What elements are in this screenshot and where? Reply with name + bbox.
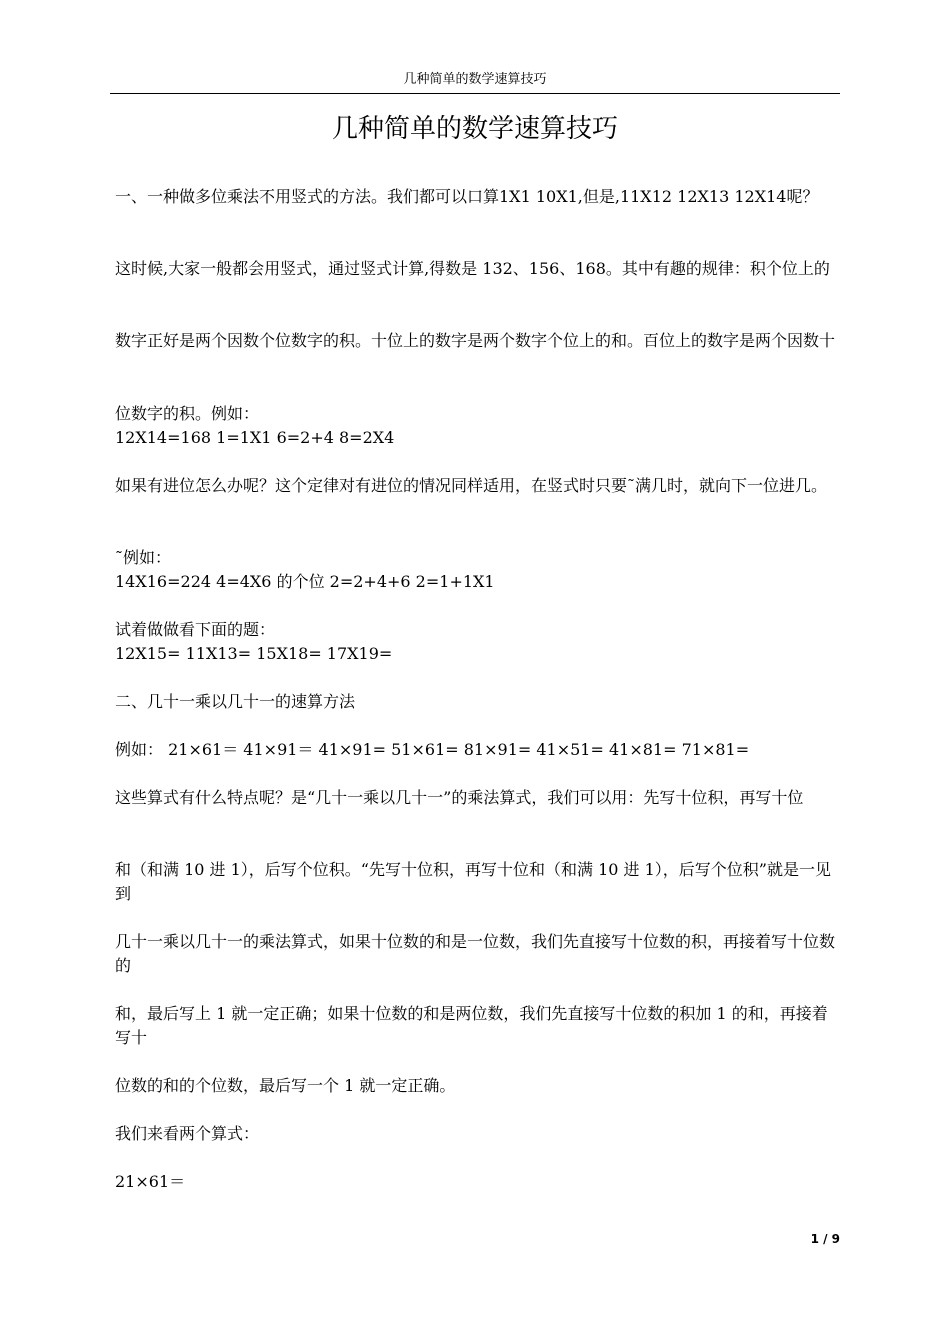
paragraph-11: 和，最后写上 1 就一定正确；如果十位数的和是两位数，我们先直接写十位数的积加 1 的和，再接着写十 <box>115 1004 828 1047</box>
page-number: 1 / 9 <box>810 1232 840 1246</box>
formula-line-1: 12X14=168 1=1X1 6=2+4 8=2X4 <box>115 428 395 447</box>
paragraph-10: 几十一乘以几十一的乘法算式，如果十位数的和是一位数，我们先直接写十位数的积，再接着写十位数的 <box>115 932 836 975</box>
paragraph-12: 位数的和的个位数，最后写一个 1 就一定正确。 <box>115 1076 456 1095</box>
document-title: 几种简单的数学速算技巧 <box>331 114 618 144</box>
paragraph-9: 和（和满 10 进 1），后写个位积。“先写十位积，再写十位和（和满 10 进 1），后写个位积”就是一见到 <box>115 860 831 903</box>
paragraph-13: 我们来看两个算式： <box>115 1124 260 1143</box>
example-line: 例如： 21×61＝ 41×91＝ 41×91= 51×61= 81×91= 41×51= 41×81= 71×81= <box>115 740 750 759</box>
paragraph-6: ˜例如： <box>115 548 172 567</box>
running-header: 几种简单的数学速算技巧 <box>403 72 547 87</box>
paragraph-3: 数字正好是两个因数个位数字的积。十位上的数字是两个数字个位上的和。百位上的数字是两个因数十 <box>115 331 836 350</box>
section-heading-2: 二、几十一乘以几十一的速算方法 <box>115 692 356 711</box>
formula-line-2: 14X16=224 4=4X6 的个位 2=2+4+6 2=1+1X1 <box>115 572 495 591</box>
paragraph-5: 如果有进位怎么办呢？这个定律对有进位的情况同样适用，在竖式时只要˜满几时，就向下一位进几。 <box>115 476 828 495</box>
paragraph-2: 这时候,大家一般都会用竖式，通过竖式计算,得数是 132、156、168。其中有趣的规律：积个位上的 <box>115 259 830 278</box>
formula-line-3: 21×61＝ <box>115 1172 186 1191</box>
exercise-line: 12X15= 11X13= 15X18= 17X19= <box>115 644 393 663</box>
paragraph-8: 这些算式有什么特点呢？是“几十一乘以几十一”的乘法算式，我们可以用：先写十位积，再写十位 <box>115 788 804 807</box>
paragraph-1: 一、一种做多位乘法不用竖式的方法。我们都可以口算1X1 10X1,但是,11X12 12X13 12X14呢？ <box>115 187 819 206</box>
header-rule <box>110 93 840 94</box>
paragraph-7: 试着做做看下面的题： <box>115 620 276 639</box>
paragraph-4: 位数字的积。例如： <box>115 404 260 423</box>
